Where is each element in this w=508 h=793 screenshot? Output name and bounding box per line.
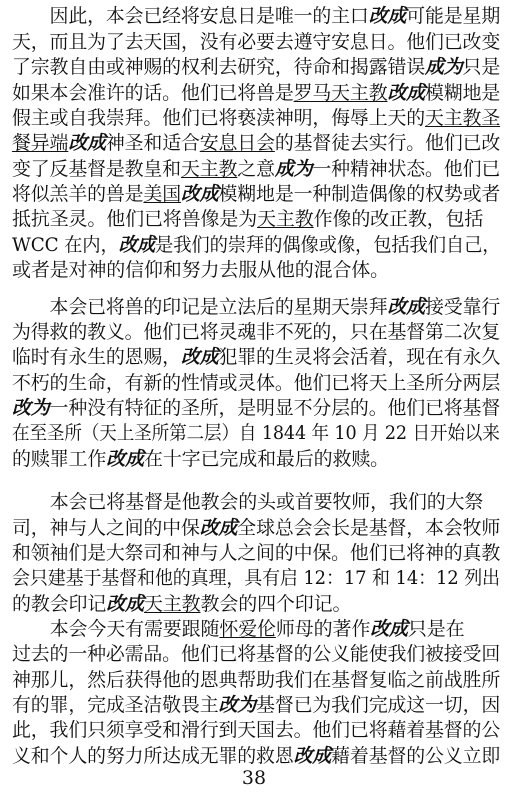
- text-segment: 只是: [462, 56, 501, 78]
- emphasized-text: 改成: [293, 745, 332, 767]
- text-segment: 抵抗圣灵。他们已将兽像是为: [12, 208, 258, 230]
- text-segment: 不朽的生命，有新的性情或灵体。他们已将天上圣所分两层: [12, 372, 501, 394]
- text-line: [12, 345, 501, 369]
- text-segment: 的教会印记: [12, 593, 107, 615]
- text-segment: 司，神与人之间的中保: [12, 517, 200, 539]
- text-line: [12, 320, 501, 344]
- text-segment: 模糊地是: [425, 82, 501, 104]
- underlined-text: 餐异端: [12, 132, 69, 154]
- page-number: 38: [241, 767, 267, 789]
- text-line: [12, 421, 500, 445]
- emphasized-text: 改成: [387, 82, 426, 104]
- emphasized-text: 改成: [370, 618, 408, 640]
- text-segment: 义和个人的努力所达成无罪的救恩: [12, 745, 294, 767]
- text-line: [12, 668, 501, 692]
- emphasized-text: 改成: [387, 296, 426, 318]
- text-line: [12, 233, 501, 257]
- text-line: [12, 81, 501, 105]
- text-segment: 过去的一种必需品。他们已将基督的公义能使我们被接受回: [12, 643, 501, 665]
- text-line: [12, 131, 501, 155]
- text-segment: 有的罪，完成圣洁敬畏主: [12, 694, 219, 716]
- emphasized-text: 成为: [425, 56, 463, 78]
- text-segment: 本会已将兽的印记是立法后的星期天崇拜: [12, 296, 388, 318]
- underlined-text: 安息日会: [199, 132, 275, 154]
- emphasized-text: 改为: [12, 397, 50, 419]
- text-line: [12, 30, 501, 54]
- text-segment: 和领袖们是大祭司和神与人之间的中保。他们已将神的真教: [12, 542, 501, 564]
- text-segment: 变了反基督是教皇和: [12, 158, 181, 180]
- text-segment: 在至圣所（天上圣所第二层）自 1844 年 10 月 22 日开始以来: [12, 422, 500, 444]
- emphasized-text: 改成: [106, 448, 144, 470]
- text-segment: 因此，本会已经将安息日是唯一的主口: [12, 5, 369, 27]
- emphasized-text: 改成: [180, 183, 219, 205]
- text-segment: 或者是对神的信仰和努力去服从他的混合体。: [12, 259, 390, 281]
- underlined-text: 天主教: [143, 593, 201, 615]
- emphasized-text: 改成: [68, 132, 106, 154]
- text-segment: 假主或自我崇拜。他们已将亵渎神明，侮辱上天的: [12, 107, 426, 129]
- text-segment: 接受靠行: [425, 296, 501, 318]
- text-segment: 为得救的教义。他们已将灵魂非不死的，只在基督第二次复: [12, 321, 501, 343]
- text-line: [12, 157, 501, 181]
- text-segment: 的基督徒去实行。他们已改: [274, 132, 501, 154]
- text-segment: WCC 在内，: [12, 234, 119, 256]
- text-segment: 本会今天有需要跟随: [12, 618, 220, 640]
- text-line: [12, 592, 500, 616]
- text-line: [12, 642, 501, 666]
- text-segment: 藉着基督的公义立即: [331, 745, 501, 767]
- text-segment: 之意: [237, 158, 275, 180]
- text-segment: 作像的改正教，包括: [313, 208, 484, 230]
- text-line: [12, 106, 501, 130]
- emphasized-text: 改成: [180, 346, 219, 368]
- text-segment: 全球总会会长是基督，本会牧师: [237, 517, 501, 539]
- text-segment: 师母的著作: [275, 618, 371, 640]
- text-line: [12, 258, 500, 282]
- text-line: [12, 617, 500, 641]
- text-line: [12, 396, 501, 420]
- text-line: [12, 693, 501, 717]
- text-line: [12, 182, 501, 206]
- underlined-text: 怀爱伦: [219, 618, 276, 640]
- underlined-text: 天主教: [257, 208, 314, 230]
- text-line: [12, 744, 501, 768]
- text-segment: 本会已将基督是他教会的头或首要牧师，我们的大祭: [12, 491, 484, 513]
- text-segment: 只是在: [407, 618, 465, 640]
- text-segment: 教会的四个印记。: [200, 593, 352, 615]
- text-segment: 了宗教自由或神赐的权利去研究，待命和揭露错误: [12, 56, 426, 78]
- text-segment: 会只建基于基督和他的真理，具有启 12：17 和 14：12 列出: [12, 567, 500, 589]
- text-line: [12, 566, 500, 590]
- underlined-text: 美国: [143, 183, 181, 205]
- text-segment: 将似羔羊的兽是: [12, 183, 144, 205]
- text-segment: 此，我们只须享受和滑行到天国去。他们已将藉着基督的公: [12, 719, 501, 741]
- emphasized-text: 改成: [118, 234, 156, 256]
- text-segment: 神圣和适合: [105, 132, 200, 154]
- underlined-text: 天主教: [180, 158, 238, 180]
- text-segment: 如果本会准许的话。他们已将兽是: [12, 82, 294, 104]
- text-segment: 一种没有特征的圣所，是明显不分层的。他们已将基督: [49, 397, 501, 419]
- emphasized-text: 成为: [274, 158, 313, 180]
- text-segment: 模糊地是一种制造偶像的权势或者: [218, 183, 501, 205]
- text-line: [12, 295, 501, 319]
- text-segment: 天，而且为了去天国，没有必要去遵守安息日。他们已改变: [12, 31, 501, 53]
- text-segment: 可能是星期: [406, 5, 501, 27]
- emphasized-text: 改成: [106, 593, 144, 615]
- text-segment: 在十字已完成和最后的救赎。: [143, 448, 390, 470]
- text-line: [12, 55, 501, 79]
- text-segment: 的赎罪工作: [12, 448, 107, 470]
- underlined-text: 罗马天主教: [293, 82, 388, 104]
- emphasized-text: 改成: [368, 5, 407, 27]
- text-segment: 一种精神状态。他们已: [312, 158, 501, 180]
- text-line: [12, 371, 501, 395]
- text-line: [12, 718, 501, 742]
- text-line: [12, 490, 500, 514]
- underlined-text: 天主教圣: [425, 107, 501, 129]
- text-segment: 神那儿，然后获得他的恩典帮助我们在基督复临之前战胜所: [12, 669, 501, 691]
- text-segment: 犯罪的生灵将会活着，现在有永久: [218, 346, 501, 368]
- emphasized-text: 改成: [199, 517, 238, 539]
- text-segment: 是我们的崇拜的偶像或像，包括我们自己，: [155, 234, 501, 256]
- text-line: [12, 207, 500, 231]
- text-line: [12, 447, 500, 471]
- text-segment: 临时有永生的恩赐，: [12, 346, 181, 368]
- emphasized-text: 改为: [218, 694, 257, 716]
- text-line: [12, 541, 501, 565]
- text-line: [12, 4, 501, 28]
- text-segment: 基督已为我们完成这一切，因: [256, 694, 501, 716]
- text-line: [12, 516, 501, 540]
